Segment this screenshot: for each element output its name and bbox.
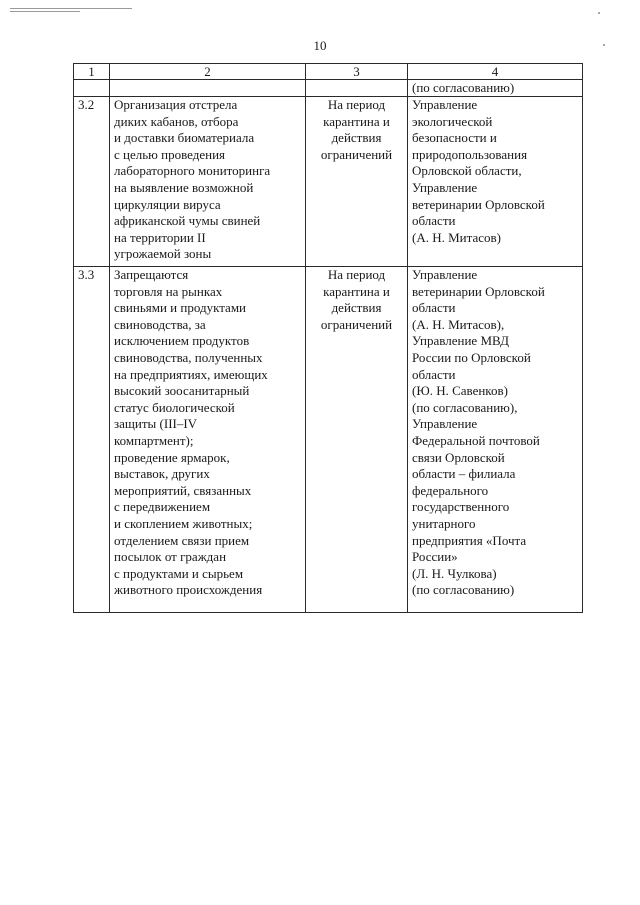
header-cell: 1 (74, 64, 110, 80)
scan-artifact-speck (598, 12, 600, 14)
responsible-cell (408, 97, 583, 267)
item-number: 3.3 (78, 267, 95, 282)
item-number-cell (74, 267, 110, 613)
measure-cell (110, 97, 306, 267)
period-text: На период карантина и действия ограничений (320, 97, 393, 162)
responsible-cell (408, 267, 583, 613)
table-header-row (74, 64, 583, 80)
header-cell: 3 (306, 64, 408, 80)
responsible-text: (по согласованию) (412, 80, 515, 95)
header-cell: 4 (408, 64, 583, 80)
responsible-text: Управление ветеринарии Орловской области (А. Н. Митасов), Управление МВД России по Орловской области (Ю. Н. Савенков) (по согласованию), Управление Федеральной почтовой связи Орловской области – филиала федерального государственного унитарного предприятия «Почта России» (Л. Н. Чулкова) (по согласованию) (412, 267, 545, 598)
measures-table (73, 63, 583, 613)
period-cell (306, 267, 408, 613)
period-text: На период карантина и действия ограничений (320, 267, 393, 332)
page-number: 10 (313, 38, 327, 53)
table-row (74, 97, 583, 267)
item-number: 3.2 (78, 97, 95, 112)
empty-cell (306, 80, 408, 97)
item-number-cell (74, 97, 110, 267)
measure-text: Запрещаются торговля на рынках свиньями и продуктами свиноводства, за исключением продуктов свиноводства, полученных на предприятиях, имеющих высокий зоосанитарный статус биологической защиты (III–IV компартмент); проведение ярмарок, выставок, других мероприятий, связанных с передвижением и скоплением животных; отделением связи прием посылок от граждан с продуктами и сырьем животного происхождения (114, 267, 268, 598)
table-row (74, 267, 583, 613)
scan-artifact-line (10, 11, 80, 12)
continuation-row (74, 80, 583, 97)
measure-cell (110, 267, 306, 613)
empty-cell (74, 80, 110, 97)
responsible-cell (408, 80, 583, 97)
header-cell: 2 (110, 64, 306, 80)
empty-cell (110, 80, 306, 97)
period-cell (306, 97, 408, 267)
measure-text: Организация отстрела диких кабанов, отбора и доставки биоматериала с целью проведения лабораторного мониторинга на выявление возможной циркуляции вируса африканской чумы свиней на территории II угрожаемой зоны (114, 97, 271, 262)
scan-artifact-line (10, 8, 132, 9)
responsible-text: Управление экологической безопасности и природопользования Орловской области, Управление ветеринарии Орловской области (А. Н. Митасов) (412, 97, 545, 245)
